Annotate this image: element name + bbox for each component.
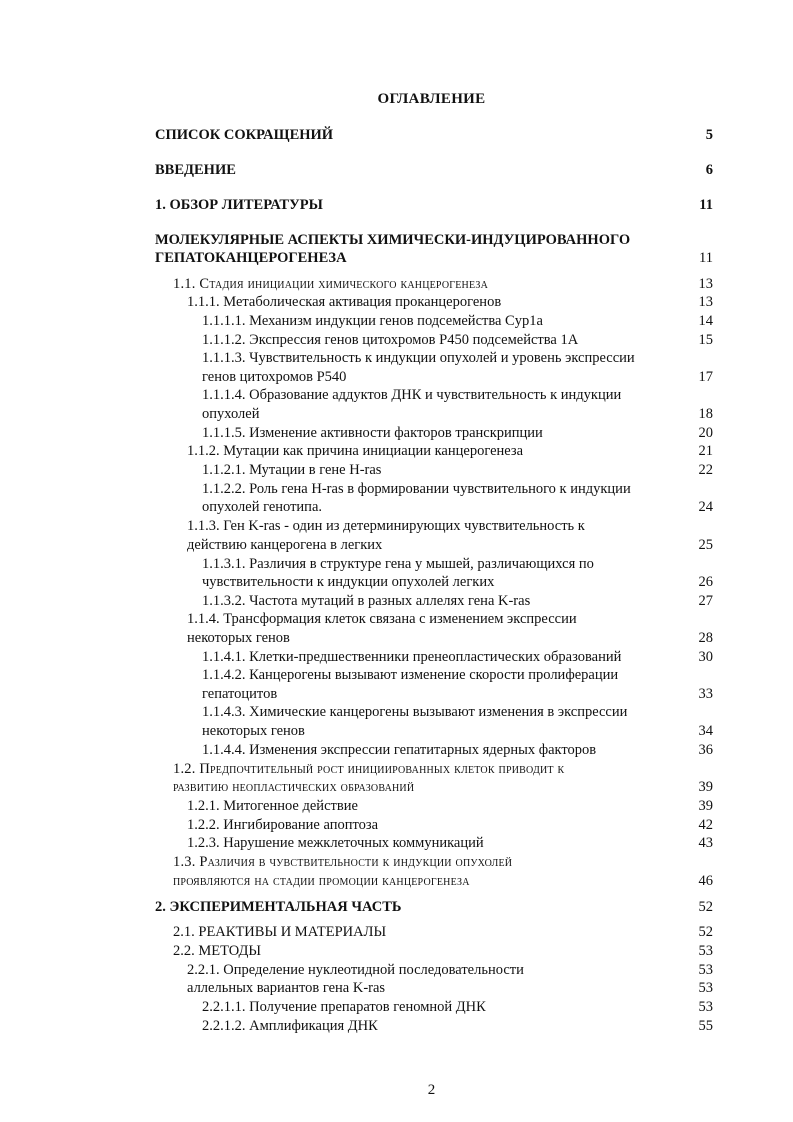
toc-entry-text: 1.1.4.1. Клетки-предшественники пренеопластических образований: [202, 649, 622, 665]
toc-entry-page: 11: [699, 250, 713, 266]
toc-entry-text: 1.1.1.3. Чувствительность к индукции опухолей и уровень экспрессии: [202, 350, 635, 366]
toc-entry-text: аллельных вариантов гена K-ras: [187, 980, 386, 996]
toc-entry-text: 1.3. Различия в чувствительности к индукции опухолей: [173, 854, 513, 870]
toc-entry-page: 52: [698, 924, 713, 940]
toc-entry-text: опухолей генотипа.: [202, 499, 323, 515]
toc-entry-text: чувствительности к индукции опухолей легких: [202, 574, 495, 590]
toc-entry-text: 1.1.2.2. Роль гена H-ras в формировании чувствительного к индукции: [202, 481, 631, 497]
toc-entry-text: 1.1.3.2. Частота мутаций в разных аллелях гена K-ras: [202, 593, 531, 609]
toc-entry-text: 1.1.3. Ген K-ras - один из детерминирующих чувствительность к: [187, 518, 585, 534]
toc-entry-text: ГЕПАТОКАНЦЕРОГЕНЕЗА: [155, 250, 347, 266]
toc-entry-text: 2.2. МЕТОДЫ: [173, 943, 262, 959]
toc-entry-page: 13: [698, 276, 713, 292]
toc-entry-text: 2.2.1.1. Получение препаратов геномной ДНК: [202, 999, 486, 1015]
toc-entry-text: 1.1.1.4. Образование аддуктов ДНК и чувствительность к индукции: [202, 387, 622, 403]
toc-entry-text: 1.2. Предпочтительный рост инициированных клеток приводит к: [173, 761, 565, 777]
toc-entry-page: 13: [698, 294, 713, 310]
toc-entry-text: МОЛЕКУЛЯРНЫЕ АСПЕКТЫ ХИМИЧЕСКИ-ИНДУЦИРОВАННОГО: [155, 232, 631, 248]
toc-entry-page: 34: [698, 723, 713, 739]
toc-entry-page: 28: [698, 630, 713, 646]
toc-entry-text: опухолей: [202, 406, 260, 422]
toc-entry-text: 1.1.4.3. Химические канцерогены вызывают изменения в экспрессии: [202, 704, 628, 720]
toc-entry-text: 2. ЭКСПЕРИМЕНТАЛЬНАЯ ЧАСТЬ: [155, 899, 402, 915]
toc-entry-page: 24: [698, 499, 713, 515]
toc-entry-text: 2.2.1.2. Амплификация ДНК: [202, 1018, 378, 1034]
toc-entry-page: 6: [705, 162, 713, 178]
toc-entry-text: СПИСОК СОКРАЩЕНИЙ: [155, 127, 334, 143]
toc-entry-page: 11: [699, 197, 713, 213]
toc-entry-page: 39: [698, 779, 713, 795]
toc-entry-page: 21: [698, 443, 713, 459]
page-number: 2: [427, 1082, 436, 1098]
toc-entry-page: 53: [698, 943, 713, 959]
toc-entry-text: некоторых генов: [187, 630, 290, 646]
toc-entry-page: 15: [698, 332, 713, 348]
toc-entry-page: 22: [698, 462, 713, 478]
toc-entry-text: 1.1.1.5. Изменение активности факторов транскрипции: [202, 425, 543, 441]
toc-entry-text: 1.1.4.2. Канцерогены вызывают изменение скорости пролиферации: [202, 667, 619, 683]
toc-entry-page: 25: [698, 537, 713, 553]
toc-entry-text: гепатоцитов: [202, 686, 278, 702]
toc-entry-page: 27: [698, 593, 713, 609]
toc-entry-page: 53: [698, 980, 713, 996]
toc-entry-text: некоторых генов: [202, 723, 305, 739]
toc-entry-page: 39: [698, 798, 713, 814]
toc-entry-page: 53: [698, 962, 713, 978]
toc-entry-text: развитию неопластических образований: [173, 779, 415, 795]
toc-entry-page: 42: [698, 817, 713, 833]
toc-entry-page: 33: [698, 686, 713, 702]
toc-entry-text: действию канцерогена в легких: [187, 537, 383, 553]
toc-entry-page: 53: [698, 999, 713, 1015]
toc-entry-text: 1.1.2. Мутации как причина инициации канцерогенеза: [187, 443, 524, 459]
toc-entry-text: ВВЕДЕНИЕ: [155, 162, 236, 178]
toc-entry-text: проявляются на стадии промоции канцерогенеза: [173, 873, 470, 889]
toc-entry-page: 17: [698, 369, 713, 385]
toc-entry-text: 1.1. Стадия инициации химического канцерогенеза: [173, 276, 489, 292]
toc-entry-text: 1.2.1. Митогенное действие: [187, 798, 358, 814]
toc-entry-text: 1.2.3. Нарушение межклеточных коммуникаций: [187, 835, 484, 851]
toc-entry-page: 26: [698, 574, 713, 590]
toc-entry-page: 30: [698, 649, 713, 665]
toc-entry-page: 20: [698, 425, 713, 441]
toc-entry-page: 46: [698, 873, 713, 889]
toc-entry-text: генов цитохромов Р540: [202, 369, 347, 385]
toc-entry-page: 18: [698, 406, 713, 422]
toc-entry-page: 5: [705, 127, 713, 143]
toc-entry-page: 55: [698, 1018, 713, 1034]
toc-entry-text: 1. ОБЗОР ЛИТЕРАТУРЫ: [155, 197, 323, 213]
toc-entry-page: 36: [698, 742, 713, 758]
toc-entry-text: 1.1.3.1. Различия в структуре гена у мышей, различающихся по: [202, 556, 594, 572]
toc-entry-text: 1.1.1. Метаболическая активация проканцерогенов: [187, 294, 502, 310]
toc-entry-page: 43: [698, 835, 713, 851]
toc-entry-page: 52: [698, 899, 713, 915]
toc-entry-text: 1.1.1.1. Механизм индукции генов подсемейства Cyp1a: [202, 313, 543, 329]
toc-entry-text: 1.2.2. Ингибирование апоптоза: [187, 817, 379, 833]
toc-entry-page: 14: [698, 313, 713, 329]
toc-entry-text: 2.2.1. Определение нуклеотидной последовательности: [187, 962, 524, 978]
toc-entry-text: 1.1.4. Трансформация клеток связана с изменением экспрессии: [187, 611, 577, 627]
toc-entry-text: 2.1. РЕАКТИВЫ И МАТЕРИАЛЫ: [173, 924, 387, 940]
toc-entry-text: 1.1.2.1. Мутации в гене H-ras: [202, 462, 382, 478]
toc-entry-text: 1.1.4.4. Изменения экспрессии гепатитарных ядерных факторов: [202, 742, 597, 758]
page-title: ОГЛАВЛЕНИЕ: [377, 91, 486, 107]
toc-entry-text: 1.1.1.2. Экспрессия генов цитохромов Р450 подсемейства 1А: [202, 332, 579, 348]
